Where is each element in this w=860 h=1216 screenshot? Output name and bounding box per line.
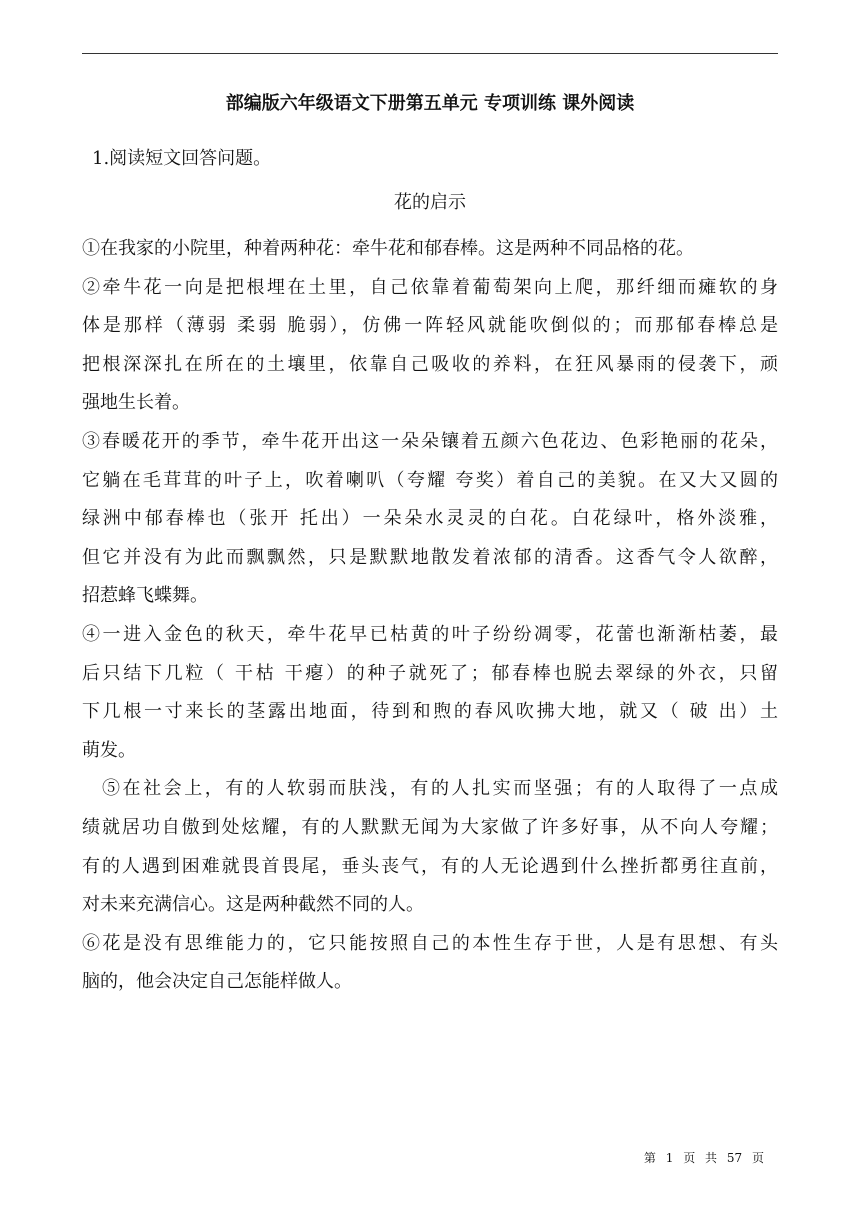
- passage-paragraph: [82, 925, 778, 1002]
- paragraph-line: ③春暖花开的季节，牵牛花开出这一朵朵镶着五颜六色花边、色彩艳丽的花朵，: [82, 430, 778, 452]
- paragraph-line: ①在我家的小院里，种着两种花：牵牛花和郁春棒。这是两种不同品格的花。: [82, 238, 694, 259]
- paragraph-line: 有的人遇到困难就畏首畏尾，垂头丧气，有的人无论遇到什么挫折都勇往直前，: [82, 855, 778, 877]
- document-title: 部编版六年级语文下册第五单元 专项训练 课外阅读: [225, 93, 635, 114]
- passage-paragraph: [82, 230, 778, 269]
- paragraph-line: 脑的，他会决定自己怎能样做人。: [82, 971, 352, 993]
- paragraph-line: 体是那样（薄弱 柔弱 脆弱），仿佛一阵轻风就能吹倒似的；而那郁春棒总是: [82, 315, 778, 337]
- paragraph-line: 萌发。: [82, 739, 136, 761]
- paragraph-line: ⑥花是没有思维能力的，它只能按照自己的本性生存于世，人是有思想、有头: [82, 932, 778, 954]
- paragraph-line: ④一进入金色的秋天，牵牛花早已枯黄的叶子纷纷凋零，花蕾也渐渐枯萎，最: [82, 623, 778, 645]
- paragraph-line: 对未来充满信心。这是两种截然不同的人。: [82, 894, 424, 916]
- footer-label-total-unit: 页: [751, 1151, 764, 1165]
- footer-total-pages: 57: [726, 1151, 743, 1165]
- paragraph-line: 绿洲中郁春棒也（张开 托出）一朵朵水灵灵的白花。白花绿叶，格外淡雅，: [82, 508, 778, 530]
- footer-label-page-unit: 页: [683, 1151, 696, 1165]
- paragraph-line: ⑤在社会上，有的人软弱而肤浅，有的人扎实而坚强；有的人取得了一点成: [102, 778, 778, 800]
- paragraph-line: 把根深深扎在所在的土壤里，依靠自己吸收的养料，在狂风暴雨的侵袭下，顽: [82, 353, 778, 375]
- passage-paragraph: [82, 616, 778, 770]
- question-prompt: 1.阅读短文回答问题。: [92, 148, 272, 169]
- paragraph-line: 招惹蜂飞蝶舞。: [82, 585, 208, 607]
- paragraph-line: 绩就居功自傲到处炫耀，有的人默默无闻为大家做了许多好事，从不向人夸耀；: [82, 816, 778, 838]
- header-rule: [82, 53, 778, 54]
- passage-title: 花的启示: [394, 192, 466, 213]
- footer-label-page: 第: [643, 1151, 656, 1165]
- passage-body: [82, 230, 778, 1002]
- page-footer: [82, 1148, 778, 1168]
- paragraph-line: 后只结下几粒（ 干枯 干瘪）的种子就死了；郁春棒也脱去翠绿的外衣，只留: [82, 662, 778, 684]
- paragraph-line: 它躺在毛茸茸的叶子上，吹着喇叭（夸耀 夸奖）着自己的美貌。在又大又圆的: [82, 469, 778, 491]
- passage-paragraph: [82, 269, 778, 423]
- footer-current-page: 1: [665, 1151, 674, 1165]
- passage-paragraph: [82, 423, 778, 616]
- footer-label-total: 共: [705, 1151, 718, 1165]
- paragraph-line: 下几根一寸来长的茎露出地面，待到和煦的春风吹拂大地，就又（ 破 出）土: [82, 701, 778, 723]
- passage-paragraph: [82, 770, 778, 924]
- paragraph-line: ②牵牛花一向是把根埋在土里，自己依靠着葡萄架向上爬，那纤细而瘫软的身: [82, 276, 778, 298]
- paragraph-line: 强地生长着。: [82, 392, 190, 414]
- paragraph-line: 但它并没有为此而飘飘然，只是默默地散发着浓郁的清香。这香气令人欲醉，: [82, 546, 778, 568]
